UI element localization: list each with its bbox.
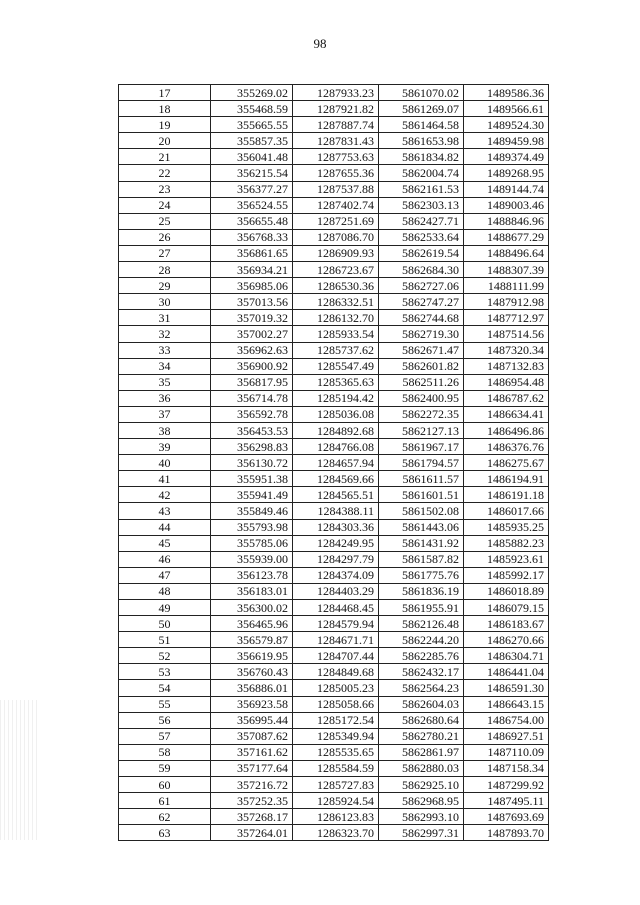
coordinate-cell: 5861611.57 <box>379 471 464 487</box>
coordinate-cell: 1285349.94 <box>293 728 379 744</box>
coordinate-cell: 1287655.36 <box>293 165 379 181</box>
table-row <box>119 374 549 390</box>
point-number-cell: 50 <box>119 616 211 632</box>
coordinate-cell: 1286332.51 <box>293 294 379 310</box>
point-number-cell: 42 <box>119 487 211 503</box>
table-row <box>119 197 549 213</box>
point-number-cell: 36 <box>119 390 211 406</box>
table-row <box>119 471 549 487</box>
point-number-cell: 41 <box>119 471 211 487</box>
table-row <box>119 165 549 181</box>
table-row <box>119 744 549 760</box>
coordinate-cell: 5862127.13 <box>379 422 464 438</box>
coordinate-cell: 355269.02 <box>211 85 293 101</box>
table-row <box>119 117 549 133</box>
coordinate-cell: 1287921.82 <box>293 101 379 117</box>
point-number-cell: 61 <box>119 793 211 809</box>
coordinate-cell: 1284707.44 <box>293 648 379 664</box>
coordinate-cell: 1489003.46 <box>464 197 549 213</box>
coordinate-cell: 357019.32 <box>211 310 293 326</box>
table-row <box>119 85 549 101</box>
coordinate-cell: 5862533.64 <box>379 229 464 245</box>
coordinate-cell: 5862427.71 <box>379 213 464 229</box>
coordinate-cell: 5861653.98 <box>379 133 464 149</box>
coordinate-cell: 5862880.03 <box>379 760 464 776</box>
table-row <box>119 278 549 294</box>
coordinate-cell: 1284297.79 <box>293 551 379 567</box>
table-row <box>119 503 549 519</box>
coordinate-cell: 357268.17 <box>211 809 293 825</box>
coordinate-cell: 1285584.59 <box>293 760 379 776</box>
coordinate-cell: 1485935.25 <box>464 519 549 535</box>
coordinate-cell: 5862684.30 <box>379 262 464 278</box>
point-number-cell: 31 <box>119 310 211 326</box>
coordinate-cell: 1284468.45 <box>293 600 379 616</box>
table-row <box>119 342 549 358</box>
table-row <box>119 728 549 744</box>
coordinate-cell: 1487158.34 <box>464 760 549 776</box>
coordinate-cell: 5862680.64 <box>379 712 464 728</box>
coordinate-cell: 357264.01 <box>211 825 293 841</box>
coordinate-cell: 356592.78 <box>211 406 293 422</box>
coordinate-cell: 356465.96 <box>211 616 293 632</box>
coordinate-cell: 1486304.71 <box>464 648 549 664</box>
coordinate-cell: 1285036.08 <box>293 406 379 422</box>
coordinate-cell: 5862993.10 <box>379 809 464 825</box>
coordinate-cell: 1284374.09 <box>293 567 379 583</box>
coordinate-cell: 1284565.51 <box>293 487 379 503</box>
point-number-cell: 43 <box>119 503 211 519</box>
coordinate-cell: 5862744.68 <box>379 310 464 326</box>
coordinate-cell: 1489374.49 <box>464 149 549 165</box>
table-row <box>119 712 549 728</box>
coordinate-cell: 357013.56 <box>211 294 293 310</box>
table-row <box>119 632 549 648</box>
table-row <box>119 245 549 261</box>
coordinate-cell: 1488846.96 <box>464 213 549 229</box>
coordinate-cell: 5861269.07 <box>379 101 464 117</box>
point-number-cell: 25 <box>119 213 211 229</box>
coordinate-cell: 356886.01 <box>211 680 293 696</box>
coordinate-cell: 356453.53 <box>211 422 293 438</box>
table-row <box>119 310 549 326</box>
coordinate-cell: 356995.44 <box>211 712 293 728</box>
coordinate-cell: 1488307.39 <box>464 262 549 278</box>
coordinate-cell: 5861502.08 <box>379 503 464 519</box>
coordinate-cell: 1287402.74 <box>293 197 379 213</box>
coordinate-cell: 357002.27 <box>211 326 293 342</box>
coordinate-cell: 1486376.76 <box>464 439 549 455</box>
table-row <box>119 181 549 197</box>
coordinate-cell: 1486954.48 <box>464 374 549 390</box>
table-row <box>119 583 549 599</box>
coordinate-cell: 5862004.74 <box>379 165 464 181</box>
table-row <box>119 535 549 551</box>
coordinate-cell: 356298.83 <box>211 439 293 455</box>
coordinates-table-body <box>119 85 549 841</box>
coordinate-cell: 1489459.98 <box>464 133 549 149</box>
coordinate-cell: 1287537.88 <box>293 181 379 197</box>
coordinate-cell: 355785.06 <box>211 535 293 551</box>
coordinate-cell: 1285727.83 <box>293 777 379 793</box>
coordinate-cell: 1487712.97 <box>464 310 549 326</box>
coordinate-cell: 5862925.10 <box>379 777 464 793</box>
table-row <box>119 101 549 117</box>
point-number-cell: 62 <box>119 809 211 825</box>
point-number-cell: 38 <box>119 422 211 438</box>
coordinate-cell: 356524.55 <box>211 197 293 213</box>
table-row <box>119 326 549 342</box>
coordinate-cell: 1285005.23 <box>293 680 379 696</box>
coordinate-cell: 1489268.95 <box>464 165 549 181</box>
coordinate-cell: 1286323.70 <box>293 825 379 841</box>
coordinate-cell: 5862285.76 <box>379 648 464 664</box>
coordinate-cell: 5862968.95 <box>379 793 464 809</box>
coordinate-cell: 5862604.03 <box>379 696 464 712</box>
coordinate-cell: 355857.35 <box>211 133 293 149</box>
coordinate-cell: 357216.72 <box>211 777 293 793</box>
table-row <box>119 262 549 278</box>
table-row <box>119 567 549 583</box>
coordinate-cell: 356655.48 <box>211 213 293 229</box>
table-row <box>119 760 549 776</box>
table-row <box>119 777 549 793</box>
coordinate-cell: 1486018.89 <box>464 583 549 599</box>
coordinate-cell: 5862400.95 <box>379 390 464 406</box>
point-number-cell: 34 <box>119 358 211 374</box>
table-row <box>119 519 549 535</box>
point-number-cell: 33 <box>119 342 211 358</box>
coordinate-cell: 1487299.92 <box>464 777 549 793</box>
point-number-cell: 55 <box>119 696 211 712</box>
coordinate-cell: 1286530.36 <box>293 278 379 294</box>
table-row <box>119 793 549 809</box>
coordinate-cell: 1486017.66 <box>464 503 549 519</box>
coordinate-cell: 5862719.30 <box>379 326 464 342</box>
point-number-cell: 22 <box>119 165 211 181</box>
table-row <box>119 680 549 696</box>
table-row <box>119 455 549 471</box>
coordinate-cell: 1487893.70 <box>464 825 549 841</box>
point-number-cell: 52 <box>119 648 211 664</box>
coordinate-cell: 1486194.91 <box>464 471 549 487</box>
point-number-cell: 56 <box>119 712 211 728</box>
coordinate-cell: 1486191.18 <box>464 487 549 503</box>
coordinate-cell: 1486270.66 <box>464 632 549 648</box>
table-row <box>119 294 549 310</box>
coordinate-cell: 5862747.27 <box>379 294 464 310</box>
coordinate-cell: 357087.62 <box>211 728 293 744</box>
coordinate-cell: 1485882.23 <box>464 535 549 551</box>
coordinate-cell: 1488677.29 <box>464 229 549 245</box>
point-number-cell: 18 <box>119 101 211 117</box>
coordinate-cell: 5861601.51 <box>379 487 464 503</box>
coordinate-cell: 1285365.63 <box>293 374 379 390</box>
coordinate-cell: 355849.46 <box>211 503 293 519</box>
coordinate-cell: 1286123.83 <box>293 809 379 825</box>
point-number-cell: 35 <box>119 374 211 390</box>
coordinate-cell: 356123.78 <box>211 567 293 583</box>
point-number-cell: 60 <box>119 777 211 793</box>
coordinate-cell: 5861464.58 <box>379 117 464 133</box>
coordinate-cell: 356817.95 <box>211 374 293 390</box>
table-row <box>119 133 549 149</box>
table-row <box>119 390 549 406</box>
coordinate-cell: 1284388.11 <box>293 503 379 519</box>
coordinate-cell: 1284849.68 <box>293 664 379 680</box>
coordinate-cell: 1488496.64 <box>464 245 549 261</box>
point-number-cell: 54 <box>119 680 211 696</box>
coordinate-cell: 356768.33 <box>211 229 293 245</box>
coordinate-cell: 1284671.71 <box>293 632 379 648</box>
point-number-cell: 59 <box>119 760 211 776</box>
table-row <box>119 809 549 825</box>
coordinate-cell: 356934.21 <box>211 262 293 278</box>
point-number-cell: 21 <box>119 149 211 165</box>
coordinate-cell: 1487110.09 <box>464 744 549 760</box>
point-number-cell: 48 <box>119 583 211 599</box>
coordinate-cell: 1489144.74 <box>464 181 549 197</box>
coordinate-cell: 1485992.17 <box>464 567 549 583</box>
coordinate-cell: 1489586.36 <box>464 85 549 101</box>
coordinate-cell: 1285058.66 <box>293 696 379 712</box>
coordinate-cell: 1286723.67 <box>293 262 379 278</box>
coordinate-cell: 5861431.92 <box>379 535 464 551</box>
coordinate-cell: 1285194.42 <box>293 390 379 406</box>
coordinate-cell: 1284249.95 <box>293 535 379 551</box>
point-number-cell: 44 <box>119 519 211 535</box>
coordinate-cell: 356579.87 <box>211 632 293 648</box>
coordinate-cell: 1287086.70 <box>293 229 379 245</box>
coordinate-cell: 356923.58 <box>211 696 293 712</box>
coordinate-cell: 5862861.97 <box>379 744 464 760</box>
point-number-cell: 26 <box>119 229 211 245</box>
table-row <box>119 213 549 229</box>
coordinate-cell: 1485923.61 <box>464 551 549 567</box>
table-row <box>119 406 549 422</box>
coordinate-cell: 5862161.53 <box>379 181 464 197</box>
coordinate-cell: 1486496.86 <box>464 422 549 438</box>
coordinate-cell: 1287831.43 <box>293 133 379 149</box>
coordinate-cell: 5862727.06 <box>379 278 464 294</box>
coordinate-cell: 5861836.19 <box>379 583 464 599</box>
coordinate-cell: 1284403.29 <box>293 583 379 599</box>
point-number-cell: 19 <box>119 117 211 133</box>
coordinate-cell: 5861955.91 <box>379 600 464 616</box>
coordinate-cell: 356760.43 <box>211 664 293 680</box>
coordinate-cell: 5861775.76 <box>379 567 464 583</box>
coordinate-cell: 1486441.04 <box>464 664 549 680</box>
coordinate-cell: 1487320.34 <box>464 342 549 358</box>
coordinate-cell: 356962.63 <box>211 342 293 358</box>
coordinate-cell: 5862564.23 <box>379 680 464 696</box>
point-number-cell: 27 <box>119 245 211 261</box>
point-number-cell: 63 <box>119 825 211 841</box>
coordinate-cell: 357252.35 <box>211 793 293 809</box>
point-number-cell: 57 <box>119 728 211 744</box>
coordinate-cell: 5861834.82 <box>379 149 464 165</box>
table-row <box>119 664 549 680</box>
coordinate-cell: 356130.72 <box>211 455 293 471</box>
coordinate-cell: 1486754.00 <box>464 712 549 728</box>
coordinate-cell: 1487132.83 <box>464 358 549 374</box>
coordinate-cell: 5862601.82 <box>379 358 464 374</box>
point-number-cell: 53 <box>119 664 211 680</box>
coordinate-cell: 1284657.94 <box>293 455 379 471</box>
page-number: 98 <box>313 36 327 51</box>
coordinate-cell: 1286909.93 <box>293 245 379 261</box>
coordinate-cell: 1486927.51 <box>464 728 549 744</box>
coordinate-cell: 1284766.08 <box>293 439 379 455</box>
point-number-cell: 23 <box>119 181 211 197</box>
table-row <box>119 696 549 712</box>
coordinate-cell: 1285535.65 <box>293 744 379 760</box>
coordinate-cell: 1486591.30 <box>464 680 549 696</box>
coordinate-cell: 356985.06 <box>211 278 293 294</box>
coordinate-cell: 356377.27 <box>211 181 293 197</box>
coordinate-cell: 355793.98 <box>211 519 293 535</box>
coordinate-cell: 1287887.74 <box>293 117 379 133</box>
point-number-cell: 32 <box>119 326 211 342</box>
point-number-cell: 51 <box>119 632 211 648</box>
coordinate-cell: 356041.48 <box>211 149 293 165</box>
scan-artifact <box>0 700 40 840</box>
point-number-cell: 58 <box>119 744 211 760</box>
coordinate-cell: 5861443.06 <box>379 519 464 535</box>
coordinate-cell: 5861794.57 <box>379 455 464 471</box>
point-number-cell: 29 <box>119 278 211 294</box>
point-number-cell: 30 <box>119 294 211 310</box>
coordinate-cell: 5862303.13 <box>379 197 464 213</box>
coordinate-cell: 1287251.69 <box>293 213 379 229</box>
coordinate-cell: 5862997.31 <box>379 825 464 841</box>
point-number-cell: 45 <box>119 535 211 551</box>
coordinate-cell: 1489524.30 <box>464 117 549 133</box>
coordinate-cell: 1286132.70 <box>293 310 379 326</box>
coordinate-cell: 1487912.98 <box>464 294 549 310</box>
point-number-cell: 24 <box>119 197 211 213</box>
table-row <box>119 149 549 165</box>
point-number-cell: 20 <box>119 133 211 149</box>
coordinate-cell: 355951.38 <box>211 471 293 487</box>
coordinate-cell: 1487495.11 <box>464 793 549 809</box>
coordinate-cell: 1285933.54 <box>293 326 379 342</box>
coordinate-cell: 357177.64 <box>211 760 293 776</box>
coordinate-cell: 1285172.54 <box>293 712 379 728</box>
coordinate-cell: 5862432.17 <box>379 664 464 680</box>
coordinate-cell: 5862619.54 <box>379 245 464 261</box>
coordinate-cell: 5862671.47 <box>379 342 464 358</box>
coordinate-cell: 355941.49 <box>211 487 293 503</box>
point-number-cell: 47 <box>119 567 211 583</box>
coordinate-cell: 1284579.94 <box>293 616 379 632</box>
table-row <box>119 551 549 567</box>
coordinate-cell: 5861967.17 <box>379 439 464 455</box>
coordinate-cell: 5862272.35 <box>379 406 464 422</box>
coordinate-cell: 1284569.66 <box>293 471 379 487</box>
coordinate-cell: 1486079.15 <box>464 600 549 616</box>
table-row <box>119 422 549 438</box>
coordinate-cell: 5862244.20 <box>379 632 464 648</box>
coordinate-cell: 1486643.15 <box>464 696 549 712</box>
coordinate-cell: 1487514.56 <box>464 326 549 342</box>
point-number-cell: 49 <box>119 600 211 616</box>
coordinate-cell: 5862780.21 <box>379 728 464 744</box>
coordinate-cell: 356215.54 <box>211 165 293 181</box>
coordinate-cell: 1486183.67 <box>464 616 549 632</box>
coordinate-cell: 1486634.41 <box>464 406 549 422</box>
coordinate-cell: 5861587.82 <box>379 551 464 567</box>
coordinate-cell: 356300.02 <box>211 600 293 616</box>
coordinate-cell: 356619.95 <box>211 648 293 664</box>
coordinate-cell: 1285924.54 <box>293 793 379 809</box>
point-number-cell: 46 <box>119 551 211 567</box>
coordinate-cell: 356900.92 <box>211 358 293 374</box>
coordinate-cell: 1486275.67 <box>464 455 549 471</box>
coordinate-cell: 5862126.48 <box>379 616 464 632</box>
coordinate-cell: 356183.01 <box>211 583 293 599</box>
coordinate-cell: 1284303.36 <box>293 519 379 535</box>
point-number-cell: 40 <box>119 455 211 471</box>
coordinate-cell: 5861070.02 <box>379 85 464 101</box>
coordinate-cell: 356714.78 <box>211 390 293 406</box>
table-row <box>119 825 549 841</box>
coordinate-cell: 1287933.23 <box>293 85 379 101</box>
table-row <box>119 439 549 455</box>
coordinate-cell: 1488111.99 <box>464 278 549 294</box>
coordinate-cell: 355665.55 <box>211 117 293 133</box>
coordinate-cell: 355939.00 <box>211 551 293 567</box>
coordinate-cell: 1287753.63 <box>293 149 379 165</box>
table-row <box>119 229 549 245</box>
coordinate-cell: 1285547.49 <box>293 358 379 374</box>
coordinate-cell: 357161.62 <box>211 744 293 760</box>
table-row <box>119 358 549 374</box>
coordinate-cell: 5862511.26 <box>379 374 464 390</box>
table-row <box>119 648 549 664</box>
coordinate-cell: 1487693.69 <box>464 809 549 825</box>
coordinate-cell: 355468.59 <box>211 101 293 117</box>
point-number-cell: 17 <box>119 85 211 101</box>
coordinates-table <box>118 84 549 841</box>
coordinate-cell: 1285737.62 <box>293 342 379 358</box>
point-number-cell: 28 <box>119 262 211 278</box>
table-row <box>119 600 549 616</box>
point-number-cell: 39 <box>119 439 211 455</box>
coordinate-cell: 356861.65 <box>211 245 293 261</box>
table-row <box>119 487 549 503</box>
point-number-cell: 37 <box>119 406 211 422</box>
coordinate-cell: 1489566.61 <box>464 101 549 117</box>
table-row <box>119 616 549 632</box>
coordinate-cell: 1486787.62 <box>464 390 549 406</box>
coordinate-cell: 1284892.68 <box>293 422 379 438</box>
